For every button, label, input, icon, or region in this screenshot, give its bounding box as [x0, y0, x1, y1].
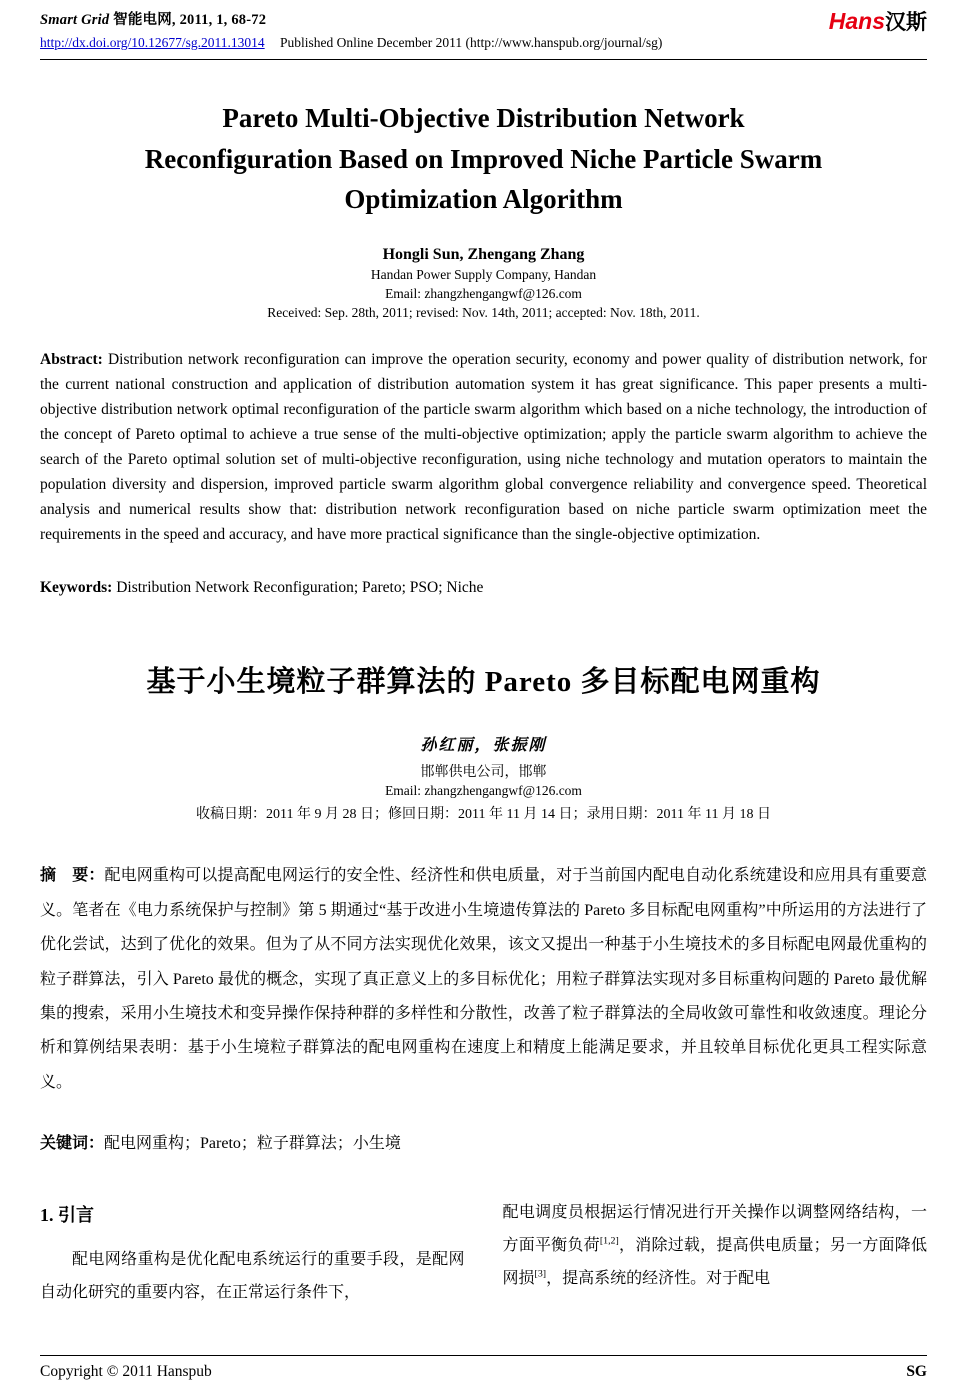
affiliation-zh: 邯郸供电公司，邯郸	[420, 765, 547, 781]
journal-issue-info: 智能电网, 2011, 1, 68-72	[109, 12, 267, 28]
body-column-right	[503, 1197, 928, 1309]
body-columns	[40, 1197, 927, 1309]
hanspub-logo	[829, 8, 927, 33]
authors-zh: 孙红丽，张振刚	[420, 737, 547, 755]
journal-info-block	[40, 8, 662, 51]
keywords-label-zh: 关键词：	[40, 1135, 105, 1153]
doi-link[interactable]: http://dx.doi.org/10.12677/sg.2011.13014	[40, 35, 265, 50]
journal-title-line	[40, 8, 662, 29]
paper-title-zh: 基于小生境粒子群算法的 Pareto 多目标配电网重构	[146, 666, 821, 699]
authors-en: Hongli Sun, Zhengang Zhang	[382, 245, 585, 263]
keywords-text-zh: 配电网重构；Pareto；粒子群算法；小生境	[104, 1135, 401, 1153]
affiliation-en: Handan Power Supply Company, Handan	[370, 266, 597, 282]
received-dates-zh: 收稿日期：2011 年 9 月 28 日；修回日期：2011 年 11 月 14 日；录用日期：2011 年 11 月 18 日	[196, 807, 771, 823]
abstract-text-en: Distribution network reconfiguration can improve the operation security, economy and power quality of distribution network, for the current national construction and application of distribution automation system it has great significance. This paper presents a multi-objective distribution network optimal reconfiguration of the particle swarm algorithm which based on a niche technology, the introduction of the concept of Pareto optimal to achieve a true sense of the multi-objective optimization; apply the particle swarm algorithm to achieve the search of the Pareto optimal solution set of multi-objective reconfiguration, using niche technology and mutation operators to maintain the population diversity and dispersion, improved particle swarm algorithm global convergence reliability and convergence speed. Theoretical analysis and numerical results show that: distribution network reconfiguration based on niche particle swarm optimization meet the requirements in the speed and accuracy, and have more practical significance than the single-objective optimization.	[40, 350, 927, 544]
keywords-zh	[40, 1130, 927, 1153]
keywords-en	[40, 579, 927, 597]
paper-title-en: Pareto Multi-Objective Distribution Network Reconfiguration Based on Improved Niche Particle Swarm Optimization Algorithm	[144, 103, 823, 214]
section-1-heading: 1. 引言	[40, 1205, 94, 1226]
keywords-text-en: Distribution Network Reconfiguration; Pareto; PSO; Niche	[112, 579, 484, 597]
page-footer	[40, 1355, 927, 1381]
keywords-label-en: Keywords:	[40, 579, 113, 597]
hanspub-logo-cn-text: 汉斯	[885, 11, 927, 34]
body-column-left	[40, 1197, 465, 1309]
section-1-paragraph-left: 配电网络重构是优化配电系统运行的重要手段，是配网自动化研究的重要内容，在正常运行条件下，	[40, 1251, 465, 1301]
abstract-label-zh: 摘 要：	[40, 867, 105, 885]
hanspub-logo-hans-text: Hans	[828, 8, 885, 34]
copyright-notice: Copyright © 2011 Hanspub	[40, 1363, 212, 1380]
email-zh: Email: zhangzhengangwf@126.com	[385, 783, 582, 799]
published-online-info: Published Online December 2011 (http://www.hanspub.org/journal/sg)	[280, 35, 663, 50]
journal-code: SG	[906, 1363, 927, 1380]
journal-name: Smart Grid	[40, 12, 110, 28]
section-1-paragraph-right: 配电调度员根据运行情况进行开关操作以调整网络结构，一方面平衡负荷[1,2]，消除过载，提高供电质量；另一方面降低网损[3]，提高系统的经济性。对于配电	[502, 1204, 927, 1287]
abstract-text-zh: 配电网重构可以提高配电网运行的安全性、经济性和供电质量，对于当前国内配电自动化系统建设和应用具有重要意义。笔者在《电力系统保护与控制》第 5 期通过“基于改进小生境遗传算法的 Pareto 多目标配电网重构”中所运用的方法进行了优化尝试，达到了优化的效果。但为了从不同方法实现优化效果，该文又提出一种基于小生境技术的多目标配电网最优重构的粒子群算法，引入 Pareto 最优的概念，实现了真正意义上的多目标优化；用粒子群算法实现对多目标重构问题的 Pareto 最优解集的搜索，采用小生境技术和变异操作保持种群的多样性和分散性，改善了粒子群算法的全局收敛可靠性和收敛速度。理论分析和算例结果表明：基于小生境粒子群算法的配电网重构在速度上和精度上能满足要求，并且较单目标优化更具工程实际意义。	[40, 867, 927, 1091]
doi-line	[40, 35, 662, 51]
abstract-zh	[40, 859, 927, 1100]
header-divider	[40, 59, 927, 60]
journal-header	[40, 8, 927, 51]
abstract-label-en: Abstract:	[40, 350, 103, 368]
email-en: Email: zhangzhengangwf@126.com	[385, 285, 582, 301]
abstract-en	[40, 347, 927, 548]
received-dates-en: Received: Sep. 28th, 2011; revised: Nov. 14th, 2011; accepted: Nov. 18th, 2011.	[267, 304, 700, 320]
